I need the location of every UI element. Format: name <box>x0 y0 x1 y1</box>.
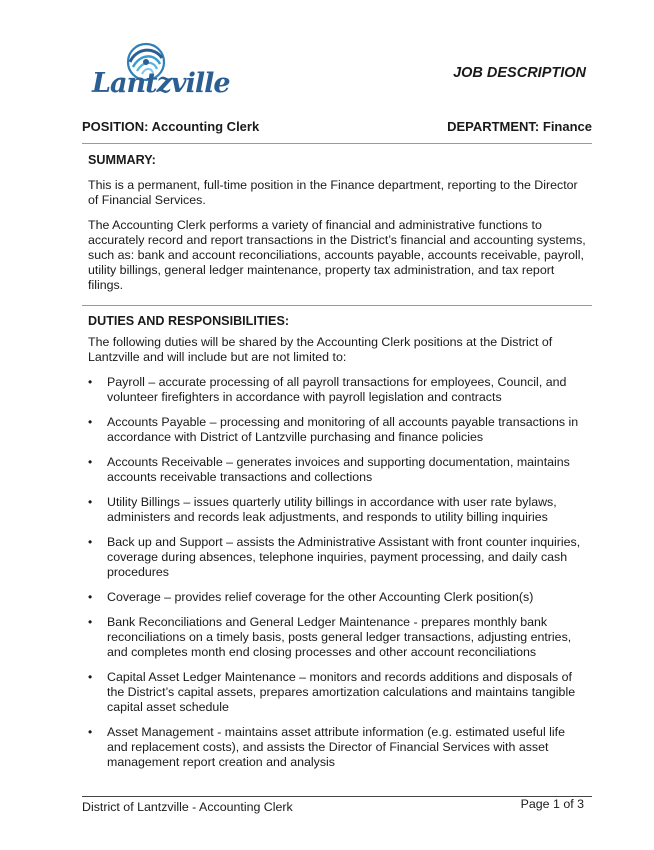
duty-text: Back up and Support – assists the Administrative Assistant with front counter inquiries, coverage during absences, telephone inquiries, payment processing, and daily cash procedures <box>107 535 581 579</box>
summary-paragraph: The Accounting Clerk performs a variety of financial and administrative functions to accurately record and report transactions in the District’s financial and accounting systems, such as: bank and account reconciliations, accounts payable, accounts receivable, payroll, utility billings, general ledger maintenance, property tax administration, and tax report filings. <box>88 218 586 292</box>
list-item <box>88 455 588 485</box>
duty-text: Asset Management - maintains asset attribute information (e.g. estimated useful life and replacement costs), and assists the Director of Financial Services with asset management report creation and analysis <box>107 725 565 769</box>
duty-text: Coverage – provides relief coverage for the other Accounting Clerk position(s) <box>107 590 534 604</box>
duty-text: Accounts Receivable – generates invoices and supporting documentation, maintains accounts receivable transactions and collections <box>107 455 570 484</box>
position-label: POSITION: Accounting Clerk <box>82 119 260 134</box>
department-label: DEPARTMENT: Finance <box>447 119 592 134</box>
position-header <box>82 119 592 134</box>
bullet-icon: • <box>88 455 93 469</box>
bullet-icon: • <box>88 725 93 739</box>
summary-paragraph: This is a permanent, full-time position in the Finance department, reporting to the Director of Financial Services. <box>88 178 578 207</box>
document-title: JOB DESCRIPTION <box>453 65 586 81</box>
bullet-icon: • <box>88 535 93 549</box>
duty-text: Bank Reconciliations and General Ledger Maintenance - prepares monthly bank reconciliations on a timely basis, posts general ledger transactions, adjusting entries, and completes month end closing processes and other account reconciliations <box>107 615 572 659</box>
list-item <box>88 375 588 405</box>
bullet-icon: • <box>88 495 93 509</box>
divider <box>82 305 592 306</box>
duty-text: Accounts Payable – processing and monitoring of all accounts payable transactions in accordance with District of Lantzville purchasing and finance policies <box>107 415 579 444</box>
bullet-icon: • <box>88 415 93 429</box>
list-item <box>88 495 588 525</box>
duties-heading: DUTIES AND RESPONSIBILITIES: <box>88 314 290 328</box>
duty-text: Utility Billings – issues quarterly utility billings in accordance with user rate bylaws, administers and records leak adjustments, and responds to utility billing inquiries <box>107 495 557 524</box>
duty-text: Payroll – accurate processing of all payroll transactions for employees, Council, and volunteer firefighters in accordance with payroll legislation and contracts <box>107 375 567 404</box>
duties-list <box>88 375 588 770</box>
duties-section <box>88 314 588 780</box>
lantzville-logo <box>86 38 230 108</box>
bullet-icon: • <box>88 615 93 629</box>
page-number: Page 1 of 3 <box>520 797 584 811</box>
summary-heading: SUMMARY: <box>88 153 156 167</box>
bullet-icon: • <box>88 590 93 604</box>
footer-document-name: District of Lantzville - Accounting Clerk <box>82 800 293 814</box>
list-item <box>88 725 588 770</box>
logo-wordmark: Lantzville <box>92 68 230 99</box>
list-item <box>88 670 588 715</box>
duty-text: Capital Asset Ledger Maintenance – monitors and records additions and disposals of the District’s capital assets, prepares amortization calculations and maintains tangible capital asset schedule <box>107 670 576 714</box>
divider <box>82 143 592 144</box>
list-item <box>88 535 588 580</box>
list-item <box>88 615 588 660</box>
bullet-icon: • <box>88 375 93 389</box>
duties-intro: The following duties will be shared by the Accounting Clerk positions at the District of Lantzville and will include but are not limited to: <box>88 335 553 364</box>
footer-divider <box>82 796 592 797</box>
list-item <box>88 590 588 605</box>
bullet-icon: • <box>88 670 93 684</box>
summary-section <box>88 153 588 303</box>
list-item <box>88 415 588 445</box>
